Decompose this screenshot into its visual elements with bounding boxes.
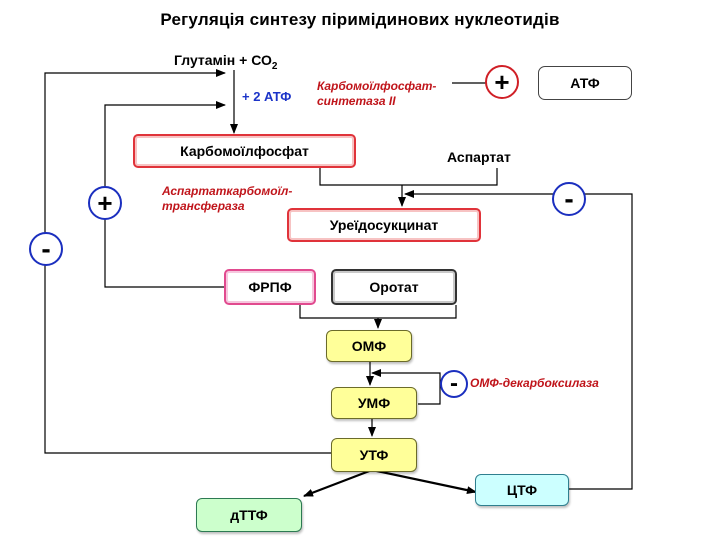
atc-enzyme-label <box>162 184 292 214</box>
atc-enzyme-line1: Аспартаткарбомоїл- <box>162 184 293 198</box>
utp-inhibition-icon: - <box>29 232 63 266</box>
carbamoyl-phosphate-node: Карбомоїлфосфат <box>133 134 356 168</box>
co2-subscript: 2 <box>271 60 278 72</box>
atc-enzyme-line2: трансфераза <box>162 199 245 213</box>
orotate-node: Оротат <box>331 269 457 305</box>
omp-decarboxylase-label: ОМФ-декарбоксилаза <box>470 376 599 390</box>
substrate-text: Глутамін + СО <box>174 52 272 68</box>
prpp-node: ФРПФ <box>224 269 316 305</box>
ureidosuccinate-node: Уреїдосукцинат <box>287 208 481 242</box>
ctp-inhibition-icon: - <box>552 182 586 216</box>
utp-node: УТФ <box>331 438 417 472</box>
atp-activation-icon: + <box>485 65 519 99</box>
omp-node: ОМФ <box>326 330 412 362</box>
dttp-node: дТТФ <box>196 498 302 532</box>
cps-enzyme-line1: Карбомоїлфосфат- <box>317 79 437 93</box>
ctp-node: ЦТФ <box>475 474 569 506</box>
cps-enzyme-label <box>317 79 436 109</box>
atp-cost-label: + 2 АТФ <box>242 89 292 104</box>
atp-node: АТФ <box>538 66 632 100</box>
cps-enzyme-line2: синтетаза ІІ <box>317 94 396 108</box>
aspartate-label: Аспартат <box>447 149 511 165</box>
ump-inhibition-icon: - <box>440 370 468 398</box>
substrate-label <box>174 52 277 72</box>
prpp-activation-icon: + <box>88 186 122 220</box>
diagram-title: Регуляція синтезу піримідинових нуклеотидів <box>160 10 560 29</box>
ump-node: УМФ <box>331 387 417 419</box>
